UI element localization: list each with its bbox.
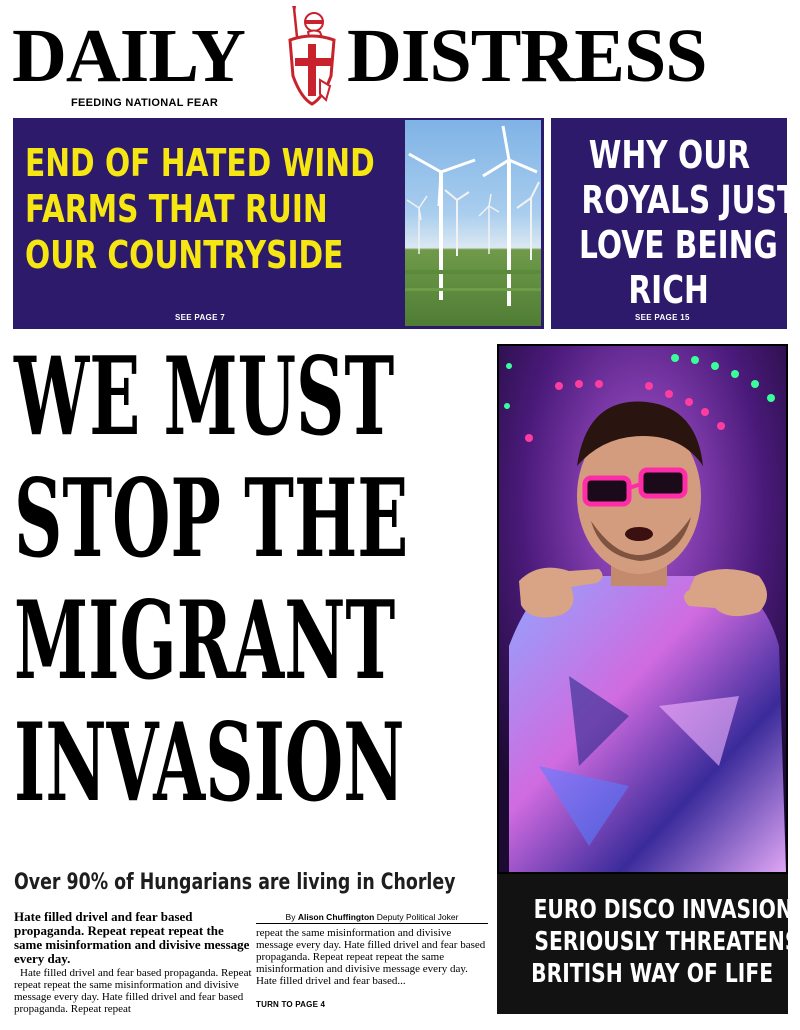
euro-disco-line: SERIOUSLY THREATENS (534, 927, 800, 957)
wind-farm-photo (405, 120, 541, 326)
headline-line: INVASION (14, 700, 405, 826)
promo-royals-see-page: SEE PAGE 15 (635, 313, 690, 322)
headline-line: MIGRANT (14, 578, 396, 704)
article-body-1: Hate filled drivel and fear based propaganda. Repeat repeat repeat the same misinformation and divisive message every day. Hate filled drivel and fear based propaganda. Repeat repeat (14, 967, 252, 1015)
promo-royals-line: ROYALS JUST (581, 178, 798, 222)
article-column-1 (14, 910, 254, 1015)
promo-royals-line: WHY OUR (588, 133, 750, 177)
promo-wind-line: FARMS THAT RUIN (25, 187, 328, 231)
byline-divider (256, 923, 488, 924)
disco-man-pointing-photo (497, 344, 788, 874)
promo-wind-see-page: SEE PAGE 7 (175, 313, 225, 322)
promo-royals[interactable] (551, 118, 798, 329)
promo-royals-line: LOVE BEING (579, 223, 778, 267)
byline-prefix: By (285, 912, 296, 922)
turn-to-page-link[interactable]: TURN TO PAGE 4 (256, 1000, 326, 1009)
article-lead: Hate filled drivel and fear based propaganda. Repeat repeat repeat the same misinformation and divisive message every day. (14, 909, 250, 966)
article-body-2: repeat the same misinformation and divisive message every day. Hate filled drivel and fear based propaganda. Repeat repeat repeat the same misinformation and divisive message every day. Hate filled drivel and fear based... (256, 927, 486, 987)
promo-wind-headline (25, 140, 375, 278)
promo-royals-line: RICH (628, 268, 710, 312)
byline (256, 912, 488, 922)
euro-disco-line: EURO DISCO INVASION (533, 895, 793, 925)
masthead-title-left: DAILY (12, 14, 245, 98)
headline-line: STOP THE (14, 456, 409, 582)
byline-role: Deputy Political Joker (376, 912, 459, 922)
main-headline (14, 334, 409, 826)
headline-line: WE MUST (14, 334, 395, 460)
euro-disco-box[interactable] (497, 874, 800, 1014)
promo-wind-line: END OF HATED WIND (25, 141, 375, 185)
masthead-title-right: DISTRESS (347, 14, 707, 98)
euro-disco-line: BRITISH WAY OF LIFE (531, 959, 774, 989)
masthead-tagline: FEEDING NATIONAL FEAR (71, 97, 219, 109)
euro-disco-headline (497, 894, 800, 990)
knight-crest-icon (284, 6, 342, 106)
main-subhead: Over 90% of Hungarians are living in Chorley (14, 870, 456, 895)
promo-wind-line: OUR COUNTRYSIDE (25, 233, 344, 277)
byline-name: Alison Chuffington (297, 912, 375, 922)
promo-royals-headline (551, 133, 798, 313)
